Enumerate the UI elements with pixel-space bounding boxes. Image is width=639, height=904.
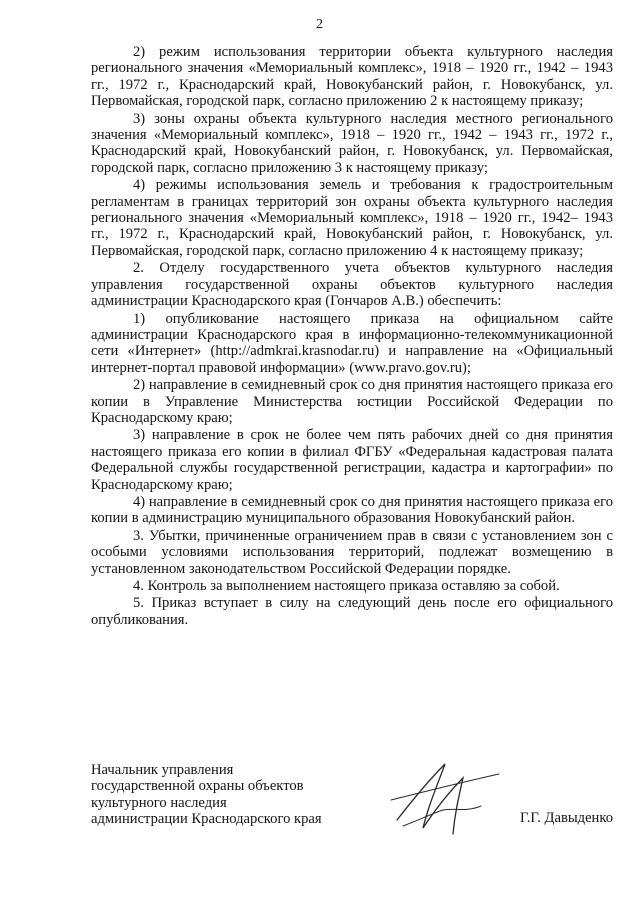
document-body: [91, 44, 613, 629]
signature-block: [91, 762, 613, 842]
page-number: 2: [316, 17, 323, 32]
signer-title-line: администрации Краснодарского края: [91, 811, 322, 828]
paragraph-section-5: 5. Приказ вступает в силу на следующий день после его официального опубликования.: [91, 595, 613, 628]
paragraph-section-3: 3. Убытки, причиненные ограничением прав в связи с установлением зон с особыми условиями использования территорий, подлежат возмещению в установленном законодательством Российской Федерации порядке.: [91, 527, 613, 577]
handwritten-signature: [383, 752, 503, 842]
paragraph-subitem-2-justice: 2) направление в семидневный срок со дня принятия настоящего приказа его копии в Управление Министерства юстиции Российской Федерации по Краснодарскому краю;: [91, 377, 613, 426]
paragraph-item-4-land-regimes: 4) режимы использования земель и требования к градостроительным регламентам в границах территорий зон охраны объекта культурного наследия регионального значения «Мемориальный комплекс», 1918 – 1920 гг., 1942– 1943 гг., 1972 г., Краснодарский край, Новокубанский район, г. Новокубанск, ул. Первомайская, городской парк, согласно приложению 4 к настоящему приказу;: [91, 177, 613, 259]
paragraph-subitem-4-municipality: 4) направление в семидневный срок со дня принятия настоящего приказа его копии в администрацию муниципального образования Новокубанский район.: [91, 493, 613, 527]
signer-title-line: государственной охраны объектов: [91, 778, 304, 795]
signer-name: Г.Г. Давыденко: [519, 809, 613, 826]
signer-title: [91, 762, 391, 828]
signer-title-line: Начальник управления: [91, 762, 234, 778]
paragraph-item-3-zones: 3) зоны охраны объекта культурного наследия местного регионального значения «Мемориальный комплекс», 1918 – 1920 гг., 1942 – 1943 гг., 1972 г., Краснодарский край, Новокубанский район, г. Новокубанск, ул. Первомайская, городской парк, согласно приложению 3 к настоящему приказу;: [91, 110, 613, 176]
paragraph-section-2: 2. Отделу государственного учета объектов культурного наследия управления государственной охраны объектов культурного наследия администрации Краснодарского края (Гончаров А.В.) обеспечить:: [91, 260, 613, 310]
paragraph-subitem-3-cadastre: 3) направление в срок не более чем пять рабочих дней со дня принятия настоящего приказа его копии в филиал ФГБУ «Федеральная кадастровая палата Федеральной службы государственной регистрации, кадастра и картографии» по Краснодарскому краю;: [91, 427, 613, 493]
signer-title-line: культурного наследия: [91, 794, 227, 811]
paragraph-section-4: 4. Контроль за выполнением настоящего приказа оставляю за собой.: [133, 578, 560, 594]
paragraph-subitem-1-publication: 1) опубликование настоящего приказа на официальном сайте администрации Краснодарского края в информационно-телекоммуникационной сети «Интернет» (http://admkrai.krasnodar.ru) и направление на «Официальный интернет-портал правовой информации» (www.pravo.gov.ru);: [91, 310, 613, 376]
paragraph-item-2-regime: 2) режим использования территории объекта культурного наследия регионального значения «Мемориальный комплекс», 1918 – 1920 гг., 1942 – 1943 гг., 1972 г., Краснодарский край, Новокубанский район, г. Новокубанск, ул. Первомайская, городской парк, согласно приложению 2 к настоящему приказу;: [91, 44, 613, 110]
